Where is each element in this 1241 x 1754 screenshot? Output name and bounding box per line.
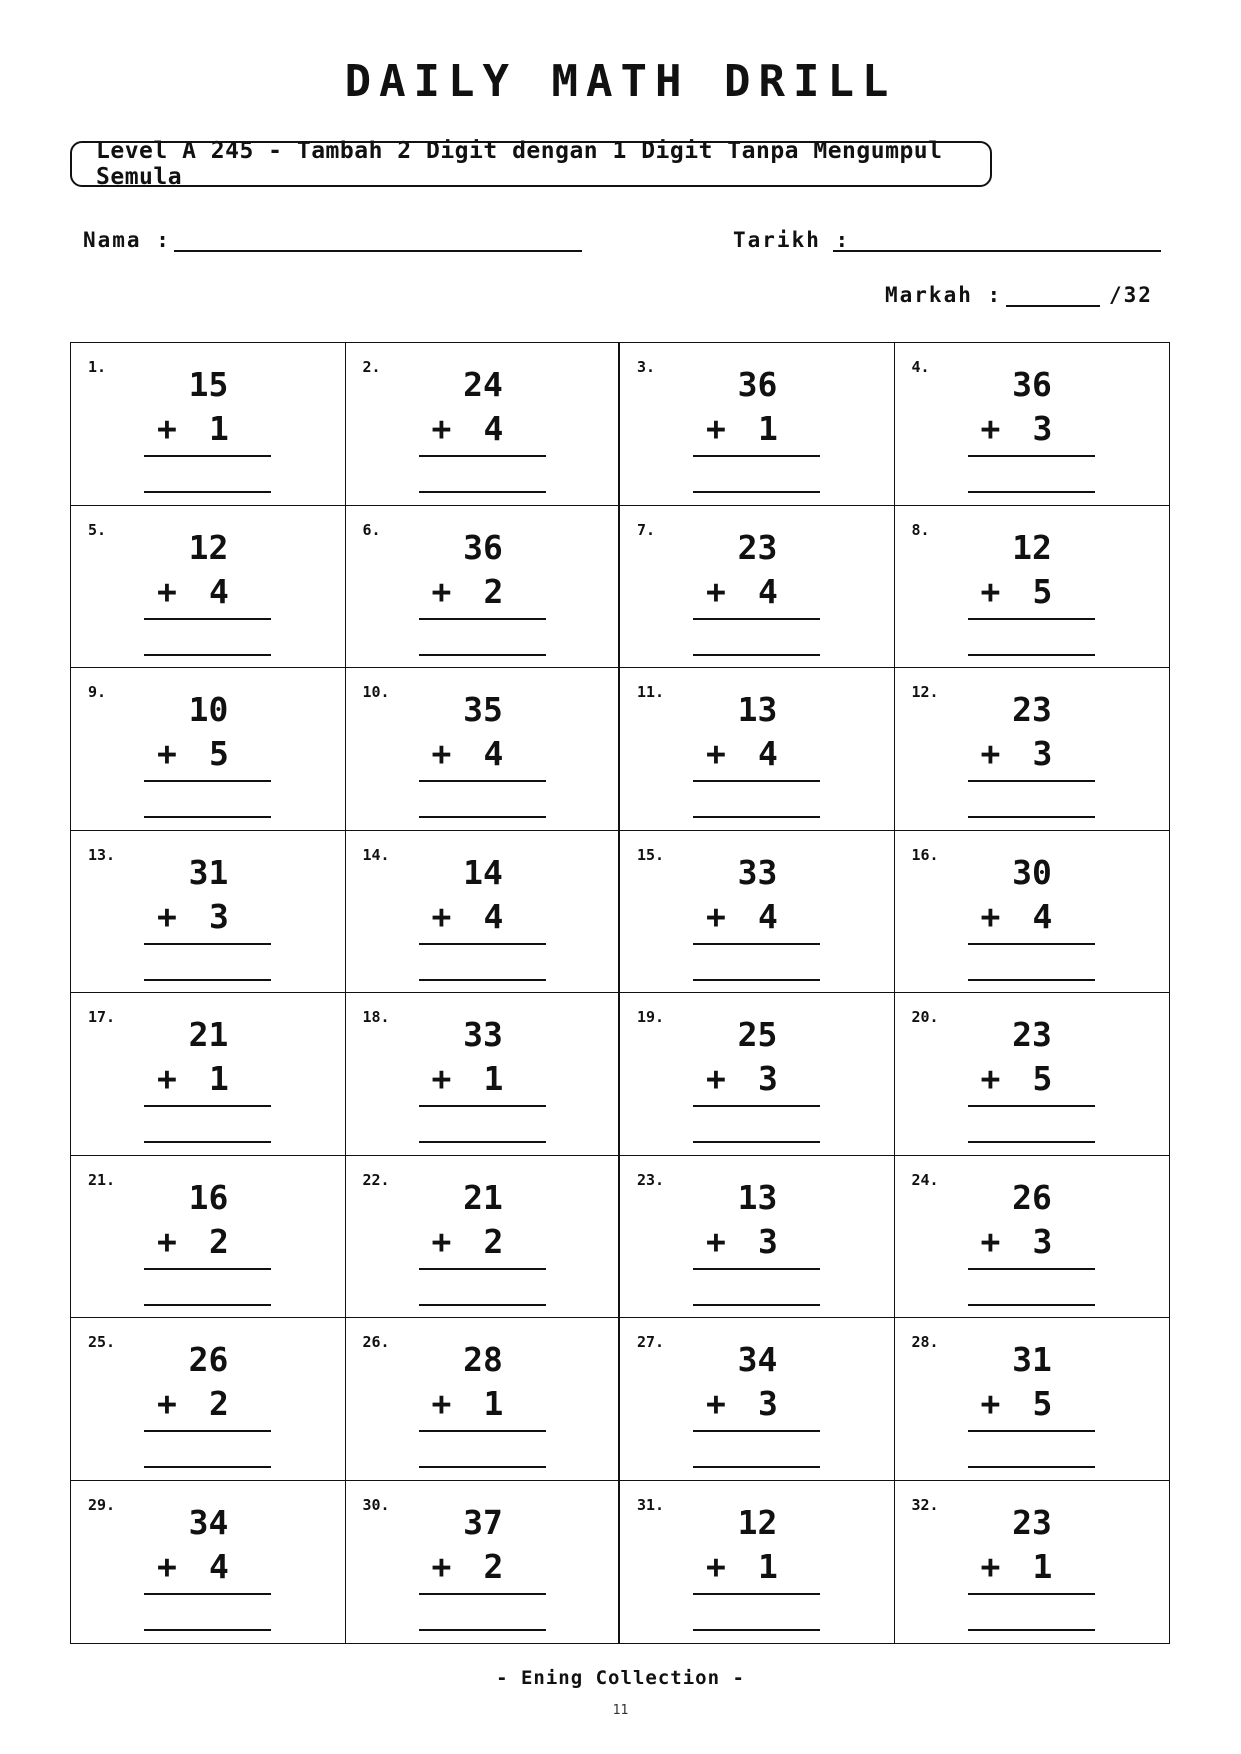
answer-line[interactable] [419, 491, 546, 493]
problem-cell [895, 343, 1170, 506]
problem-cell [620, 343, 895, 506]
problem-cell [346, 831, 621, 994]
problem-cell [895, 1156, 1170, 1319]
sum-rule [693, 455, 820, 457]
answer-line[interactable] [693, 654, 820, 656]
problem-number: 11. [637, 683, 665, 701]
first-addend: 15 [188, 365, 229, 404]
second-addend: 3 [758, 1384, 778, 1423]
plus-sign: + [157, 409, 177, 448]
problem-number: 10. [362, 683, 390, 701]
answer-line[interactable] [693, 1466, 820, 1468]
second-addend: 3 [758, 1221, 778, 1261]
problem-number: 3. [637, 358, 656, 376]
name-answer-line[interactable] [174, 250, 582, 252]
problem-cell [346, 668, 621, 831]
first-addend: 23 [1012, 1015, 1052, 1054]
problem-cell [71, 831, 346, 994]
sum-rule [144, 780, 271, 782]
second-addend: 2 [483, 1546, 504, 1586]
sum-rule [144, 455, 271, 457]
level-description-box [70, 138, 992, 190]
sum-rule [968, 1268, 1095, 1270]
sum-rule [693, 1430, 820, 1432]
second-addend: 5 [1032, 1384, 1053, 1423]
first-addend: 12 [188, 527, 229, 567]
first-addend: 26 [188, 1340, 229, 1379]
answer-line[interactable] [144, 1629, 271, 1631]
second-addend: 3 [1032, 409, 1053, 448]
sum-rule [693, 780, 820, 782]
problem-number: 5. [88, 520, 107, 539]
problem-cell [620, 506, 895, 669]
plus-sign: + [431, 1546, 452, 1586]
problem-cell [346, 506, 621, 669]
problem-cell [895, 1318, 1170, 1481]
sum-rule [419, 1268, 546, 1270]
problem-cell [71, 506, 346, 669]
problem-cell [346, 1318, 621, 1481]
second-addend: 5 [1032, 571, 1053, 611]
problem-number: 2. [362, 358, 381, 376]
plus-sign: + [980, 1546, 1001, 1586]
answer-line[interactable] [144, 979, 271, 981]
first-addend: 21 [463, 1177, 503, 1217]
marks-label: Markah : [885, 283, 1003, 307]
problem-cell [895, 993, 1170, 1156]
first-addend: 12 [737, 1502, 778, 1542]
sum-rule [144, 1105, 271, 1107]
problem-number: 15. [637, 845, 665, 864]
second-addend: 4 [758, 734, 778, 773]
problem-cell [346, 1481, 621, 1644]
problem-cell [346, 343, 621, 506]
plus-sign: + [157, 896, 177, 936]
plus-sign: + [157, 1384, 177, 1423]
sum-rule [693, 1105, 820, 1107]
second-addend: 1 [758, 409, 778, 448]
answer-line[interactable] [968, 1466, 1095, 1468]
answer-line[interactable] [419, 979, 546, 981]
problem-number: 1. [88, 358, 107, 376]
problem-cell [620, 668, 895, 831]
sum-rule [144, 943, 271, 945]
plus-sign: + [157, 1221, 177, 1261]
problem-number: 17. [88, 1008, 116, 1026]
second-addend: 4 [483, 409, 504, 448]
first-addend: 24 [463, 365, 503, 404]
second-addend: 2 [483, 1221, 504, 1261]
plus-sign: + [980, 1384, 1001, 1423]
first-addend: 36 [1012, 365, 1052, 404]
second-addend: 5 [1032, 1059, 1053, 1098]
sum-rule [419, 618, 546, 620]
second-addend: 3 [1032, 734, 1053, 773]
plus-sign: + [157, 1546, 177, 1586]
problem-number: 8. [911, 520, 930, 539]
second-addend: 1 [209, 1059, 229, 1098]
date-label: Tarikh : [733, 228, 851, 252]
problem-cell [71, 993, 346, 1156]
answer-line[interactable] [144, 1141, 271, 1143]
plus-sign: + [431, 571, 452, 611]
marks-answer-line[interactable] [1006, 305, 1100, 307]
answer-line[interactable] [968, 816, 1095, 818]
problem-number: 21. [88, 1170, 116, 1189]
problem-number: 4. [911, 358, 930, 376]
first-addend: 37 [463, 1502, 503, 1542]
sum-rule [419, 1430, 546, 1432]
first-addend: 26 [1012, 1177, 1052, 1217]
sum-rule [968, 943, 1095, 945]
answer-line[interactable] [693, 1141, 820, 1143]
answer-line[interactable] [144, 654, 271, 656]
problem-number: 22. [362, 1170, 390, 1189]
problem-number: 23. [637, 1170, 665, 1189]
first-addend: 31 [1012, 1340, 1052, 1379]
plus-sign: + [706, 896, 726, 936]
plus-sign: + [157, 571, 177, 611]
problem-cell [620, 1318, 895, 1481]
problem-number: 14. [362, 845, 390, 864]
second-addend: 4 [483, 896, 504, 936]
second-addend: 2 [483, 571, 504, 611]
sum-rule [144, 1430, 271, 1432]
sum-rule [693, 943, 820, 945]
problem-cell [895, 831, 1170, 994]
answer-line[interactable] [419, 1466, 546, 1468]
first-addend: 34 [188, 1502, 229, 1542]
marks-total: /32 [1109, 283, 1153, 307]
answer-line[interactable] [144, 816, 271, 818]
sum-rule [968, 1105, 1095, 1107]
sum-rule [693, 1593, 820, 1595]
first-addend: 12 [1012, 527, 1052, 567]
second-addend: 1 [758, 1546, 778, 1586]
second-addend: 4 [209, 571, 229, 611]
plus-sign: + [980, 734, 1001, 773]
answer-line[interactable] [144, 491, 271, 493]
problem-cell [620, 1481, 895, 1644]
first-addend: 23 [737, 527, 778, 567]
plus-sign: + [980, 571, 1001, 611]
first-addend: 33 [463, 1015, 503, 1054]
first-addend: 25 [737, 1015, 778, 1054]
problem-number: 13. [88, 845, 116, 864]
second-addend: 1 [483, 1384, 504, 1423]
sum-rule [419, 455, 546, 457]
second-addend: 1 [209, 409, 229, 448]
second-addend: 4 [483, 734, 504, 773]
sum-rule [144, 1268, 271, 1270]
plus-sign: + [706, 1059, 726, 1098]
answer-line[interactable] [968, 979, 1095, 981]
first-addend: 30 [1012, 852, 1052, 892]
plus-sign: + [157, 1059, 177, 1098]
sum-rule [693, 618, 820, 620]
plus-sign: + [980, 1221, 1001, 1261]
problem-grid [70, 342, 1170, 1644]
sum-rule [419, 1105, 546, 1107]
footer-credit: - Ening Collection - [496, 1667, 745, 1689]
problem-cell [71, 343, 346, 506]
answer-line[interactable] [693, 979, 820, 981]
problem-cell [346, 993, 621, 1156]
sum-rule [968, 455, 1095, 457]
problem-cell [71, 1481, 346, 1644]
problem-cell [620, 993, 895, 1156]
plus-sign: + [980, 1059, 1001, 1098]
second-addend: 1 [483, 1059, 504, 1098]
problem-number: 16. [911, 845, 939, 864]
plus-sign: + [431, 1059, 452, 1098]
problem-cell [620, 1156, 895, 1319]
plus-sign: + [431, 1384, 452, 1423]
plus-sign: + [706, 571, 726, 611]
second-addend: 2 [209, 1221, 229, 1261]
plus-sign: + [706, 1546, 726, 1586]
second-addend: 4 [758, 896, 778, 936]
plus-sign: + [431, 896, 452, 936]
second-addend: 1 [1032, 1546, 1053, 1586]
problem-number: 26. [362, 1333, 390, 1351]
problem-cell [71, 1156, 346, 1319]
problem-cell [895, 1481, 1170, 1644]
sum-rule [144, 1593, 271, 1595]
answer-line[interactable] [693, 1629, 820, 1631]
answer-line[interactable] [144, 1304, 271, 1306]
first-addend: 36 [737, 365, 778, 404]
plus-sign: + [431, 1221, 452, 1261]
problem-number: 27. [637, 1333, 665, 1351]
plus-sign: + [157, 734, 177, 773]
first-addend: 21 [188, 1015, 229, 1054]
problem-number: 9. [88, 683, 107, 701]
first-addend: 16 [188, 1177, 229, 1217]
problem-number: 20. [911, 1008, 939, 1026]
answer-line[interactable] [968, 654, 1095, 656]
problem-number: 6. [362, 520, 381, 539]
sum-rule [968, 618, 1095, 620]
first-addend: 23 [1012, 690, 1052, 729]
answer-line[interactable] [419, 1141, 546, 1143]
problem-number: 25. [88, 1333, 116, 1351]
first-addend: 13 [737, 690, 778, 729]
problem-number: 31. [637, 1495, 665, 1514]
problem-number: 18. [362, 1008, 390, 1026]
second-addend: 3 [1032, 1221, 1053, 1261]
answer-line[interactable] [693, 816, 820, 818]
answer-line[interactable] [693, 491, 820, 493]
problem-number: 28. [911, 1333, 939, 1351]
answer-line[interactable] [693, 1304, 820, 1306]
plus-sign: + [980, 409, 1001, 448]
plus-sign: + [980, 896, 1001, 936]
sum-rule [419, 943, 546, 945]
name-label: Nama : [83, 228, 171, 252]
sum-rule [968, 1593, 1095, 1595]
answer-line[interactable] [419, 1629, 546, 1631]
plus-sign: + [706, 409, 726, 448]
first-addend: 14 [463, 852, 503, 892]
sum-rule [693, 1268, 820, 1270]
answer-line[interactable] [419, 654, 546, 656]
answer-line[interactable] [968, 1304, 1095, 1306]
answer-line[interactable] [968, 1141, 1095, 1143]
plus-sign: + [431, 734, 452, 773]
first-addend: 35 [463, 690, 503, 729]
problem-number: 7. [637, 520, 656, 539]
sum-rule [968, 780, 1095, 782]
page-title: DAILY MATH DRILL [344, 56, 897, 107]
answer-line[interactable] [968, 1629, 1095, 1631]
problem-cell [620, 831, 895, 994]
answer-line[interactable] [968, 491, 1095, 493]
answer-line[interactable] [144, 1466, 271, 1468]
answer-line[interactable] [419, 1304, 546, 1306]
problem-number: 12. [911, 683, 939, 701]
sum-rule [968, 1430, 1095, 1432]
problem-number: 24. [911, 1170, 939, 1189]
problem-number: 29. [88, 1495, 116, 1514]
sum-rule [419, 1593, 546, 1595]
first-addend: 34 [737, 1340, 778, 1379]
plus-sign: + [706, 1384, 726, 1423]
second-addend: 3 [209, 896, 229, 936]
problem-cell [895, 668, 1170, 831]
first-addend: 28 [463, 1340, 503, 1379]
first-addend: 10 [188, 690, 229, 729]
problem-cell [346, 1156, 621, 1319]
level-description: Level A 245 - Tambah 2 Digit dengan 1 Digit Tanpa Mengumpul Semula [96, 138, 943, 190]
problem-number: 30. [362, 1495, 390, 1514]
plus-sign: + [431, 409, 452, 448]
first-addend: 23 [1012, 1502, 1052, 1542]
problem-cell [71, 1318, 346, 1481]
problem-number: 32. [911, 1495, 939, 1514]
answer-line[interactable] [419, 816, 546, 818]
first-addend: 33 [737, 852, 778, 892]
sum-rule [144, 618, 271, 620]
second-addend: 4 [758, 571, 778, 611]
problem-cell [71, 668, 346, 831]
date-answer-line[interactable] [833, 250, 1161, 252]
second-addend: 2 [209, 1384, 229, 1423]
sum-rule [419, 780, 546, 782]
second-addend: 4 [1032, 896, 1053, 936]
plus-sign: + [706, 734, 726, 773]
problem-cell [895, 506, 1170, 669]
page-number: 11 [612, 1703, 629, 1718]
problem-number: 19. [637, 1008, 665, 1026]
second-addend: 3 [758, 1059, 778, 1098]
plus-sign: + [706, 1221, 726, 1261]
second-addend: 5 [209, 734, 229, 773]
first-addend: 13 [737, 1177, 778, 1217]
second-addend: 4 [209, 1546, 229, 1586]
first-addend: 31 [188, 852, 229, 892]
first-addend: 36 [463, 527, 503, 567]
